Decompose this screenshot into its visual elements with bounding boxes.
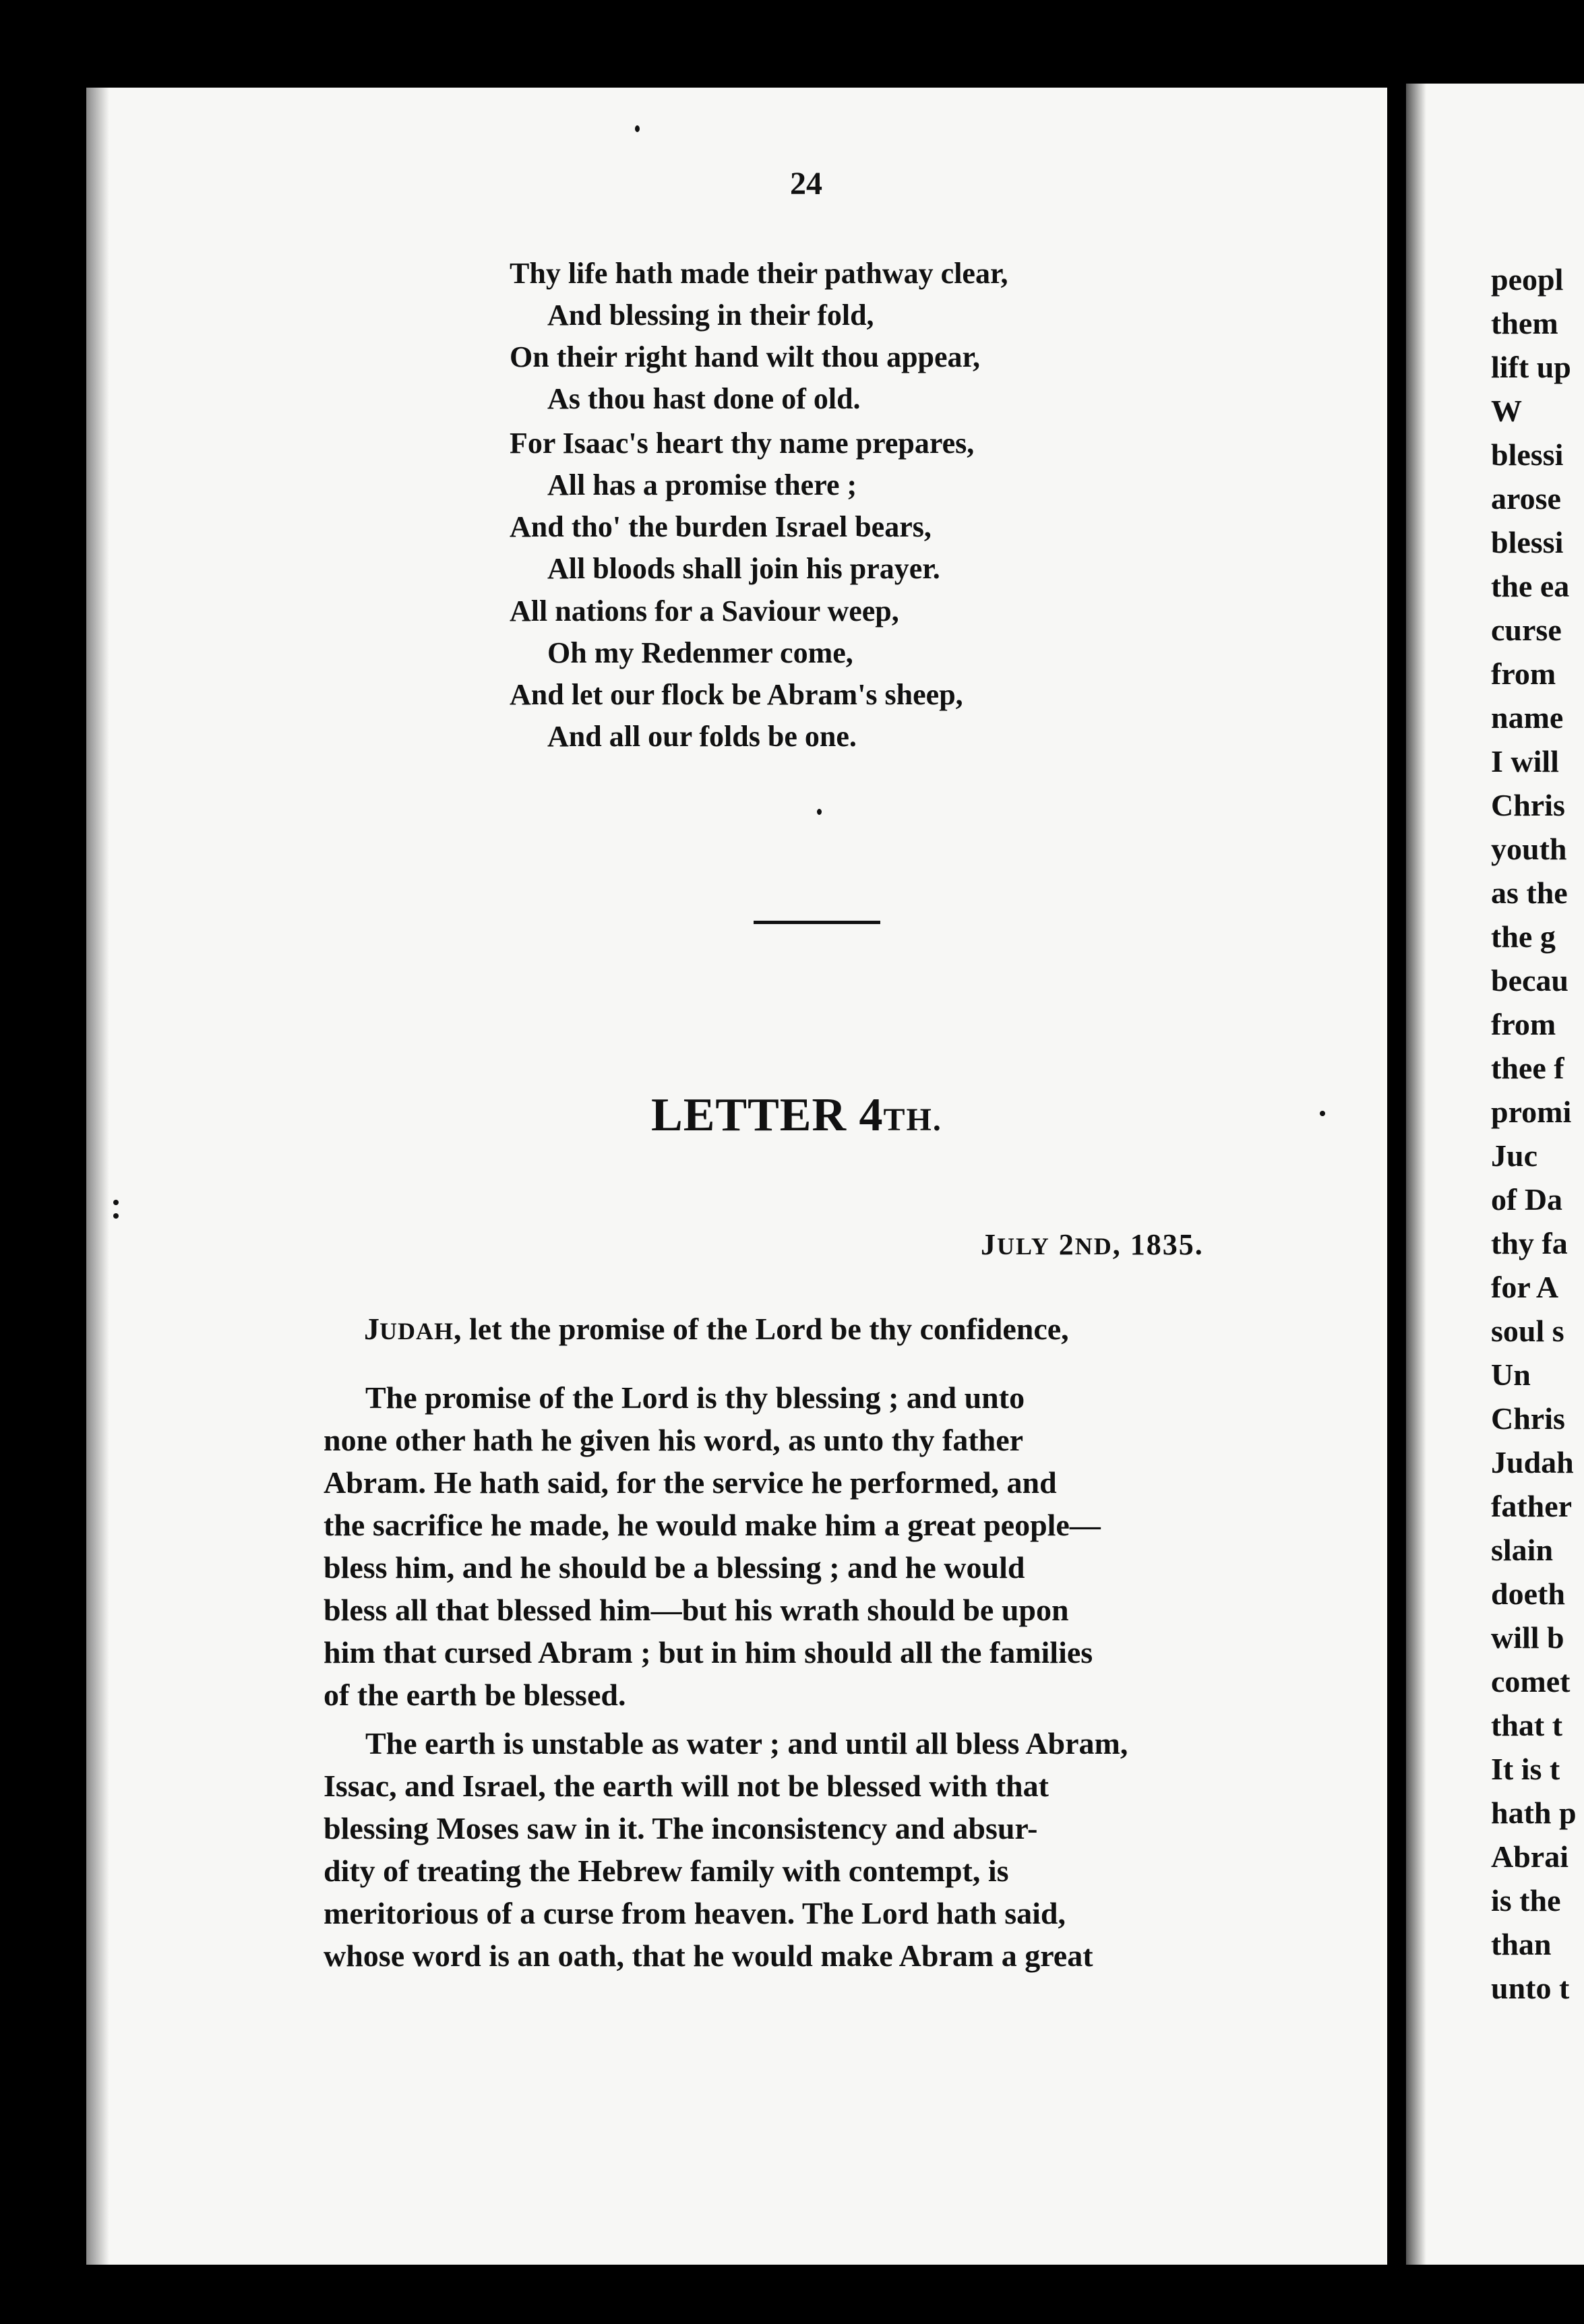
text-line: Abram. He hath said, for the service he performed, and: [324, 1465, 1057, 1500]
facing-line: Juc: [1491, 1138, 1537, 1173]
letter-heading-suffix: TH.: [883, 1102, 942, 1138]
facing-line: peopl: [1491, 262, 1564, 297]
facing-line: Chris: [1491, 1401, 1565, 1436]
verse-line: And blessing in their fold,: [547, 299, 874, 332]
facing-line: promi: [1491, 1095, 1572, 1129]
date-year: , 1835.: [1112, 1228, 1204, 1261]
verse-line: And all our folds be one.: [547, 720, 857, 753]
ink-speck: [113, 1200, 119, 1205]
letter-heading: [651, 1089, 942, 1142]
ink-speck: [1320, 1111, 1325, 1116]
verse-line: And let our flock be Abram's sheep,: [510, 678, 963, 711]
letter-date: [981, 1227, 1204, 1262]
salutation-name-rest: UDAH: [379, 1318, 454, 1345]
text-line: dity of treating the Hebrew family with contempt, is: [324, 1854, 1009, 1888]
ink-speck: [635, 125, 640, 132]
text-line: of the earth be blessed.: [324, 1678, 626, 1712]
facing-line: for A: [1491, 1270, 1559, 1304]
letter-heading-main: LETTER 4: [651, 1089, 884, 1141]
facing-line: Un: [1491, 1357, 1531, 1392]
facing-line: them: [1491, 306, 1558, 340]
facing-line: arose: [1491, 481, 1561, 516]
facing-line: is the: [1491, 1883, 1561, 1918]
date-day-suffix: ND: [1074, 1233, 1113, 1260]
facing-line: father: [1491, 1489, 1573, 1523]
text-line: bless him, and he should be a blessing ; and he would: [324, 1550, 1025, 1585]
facing-line: youth: [1491, 832, 1567, 866]
verse-line: On their right hand wilt thou appear,: [510, 340, 981, 373]
facing-line: W: [1491, 394, 1522, 428]
text-line: The earth is unstable as water ; and until all bless Abram,: [365, 1726, 1128, 1761]
facing-line: thy fa: [1491, 1226, 1568, 1260]
facing-line: than: [1491, 1927, 1552, 1961]
facing-line: lift up: [1491, 350, 1571, 384]
facing-line: blessi: [1491, 437, 1564, 472]
facing-line: doeth: [1491, 1577, 1565, 1611]
facing-line: from: [1491, 1007, 1556, 1041]
text-line: blessing Moses saw in it. The inconsistency and absur-: [324, 1811, 1038, 1845]
verse-line: All has a promise there ;: [547, 468, 857, 501]
stanza-3: [510, 590, 963, 758]
facing-line: the g: [1491, 919, 1556, 954]
facing-page-edge-shadow: [1406, 84, 1426, 2265]
paragraph-1: [324, 1376, 1101, 1716]
salutation: [364, 1311, 1069, 1347]
facing-line: Judah: [1491, 1445, 1574, 1479]
verse-line: As thou hast done of old.: [547, 382, 861, 415]
paragraph-2: [324, 1722, 1128, 1977]
text-line: him that cursed Abram ; but in him should all the families: [324, 1635, 1093, 1670]
facing-line: the ea: [1491, 569, 1570, 603]
facing-line: curse: [1491, 613, 1562, 647]
stanza-1: [510, 253, 1008, 420]
facing-page-text: [1491, 257, 1584, 2010]
facing-line: Chris: [1491, 788, 1565, 822]
text-line: Issac, and Israel, the earth will not be blessed with that: [324, 1769, 1049, 1803]
facing-line: soul s: [1491, 1314, 1564, 1348]
facing-line: Abrai: [1491, 1839, 1568, 1874]
facing-line: will b: [1491, 1620, 1564, 1655]
facing-line: of Da: [1491, 1182, 1563, 1217]
text-line: whose word is an oath, that he would make Abram a great: [324, 1938, 1093, 1973]
text-line: The promise of the Lord is thy blessing ; and unto: [365, 1380, 1025, 1415]
ink-speck: [817, 809, 822, 815]
verse-line: Thy life hath made their pathway clear,: [510, 257, 1008, 290]
verse-line: All bloods shall join his prayer.: [547, 552, 940, 585]
facing-line: name: [1491, 700, 1564, 735]
date-month-rest: ULY: [997, 1233, 1050, 1260]
facing-line: becau: [1491, 963, 1568, 998]
facing-line: slain: [1491, 1533, 1554, 1567]
facing-line: thee f: [1491, 1051, 1564, 1085]
ink-speck: [113, 1213, 119, 1219]
facing-line: blessi: [1491, 525, 1564, 559]
facing-line: unto t: [1491, 1971, 1570, 2005]
page-edge-shadow: [86, 88, 109, 2265]
facing-line: hath p: [1491, 1796, 1577, 1830]
salutation-name-initial: J: [364, 1312, 379, 1346]
page-number: 24: [790, 166, 822, 202]
verse-line: For Isaac's heart thy name prepares,: [510, 427, 975, 460]
text-line: bless all that blessed him—but his wrath should be upon: [324, 1593, 1069, 1627]
verse-line: Oh my Redenmer come,: [547, 636, 853, 669]
facing-line: as the: [1491, 876, 1568, 910]
facing-line: from: [1491, 656, 1556, 691]
stanza-2: [510, 423, 974, 590]
text-line: the sacrifice he made, he would make him a great people—: [324, 1508, 1101, 1542]
section-divider: [754, 921, 880, 924]
text-line: meritorious of a curse from heaven. The Lord hath said,: [324, 1896, 1066, 1930]
facing-line: I will: [1491, 744, 1559, 778]
date-day: 2: [1058, 1228, 1075, 1261]
facing-line: It is t: [1491, 1752, 1560, 1786]
facing-line: comet: [1491, 1664, 1571, 1699]
verse-line: All nations for a Saviour weep,: [510, 594, 899, 628]
verse-line: And tho' the burden Israel bears,: [510, 510, 932, 543]
date-month-initial: J: [981, 1228, 997, 1261]
facing-line: that t: [1491, 1708, 1563, 1742]
text-line: none other hath he given his word, as unto thy father: [324, 1423, 1024, 1457]
salutation-text: , let the promise of the Lord be thy confidence,: [454, 1312, 1069, 1346]
